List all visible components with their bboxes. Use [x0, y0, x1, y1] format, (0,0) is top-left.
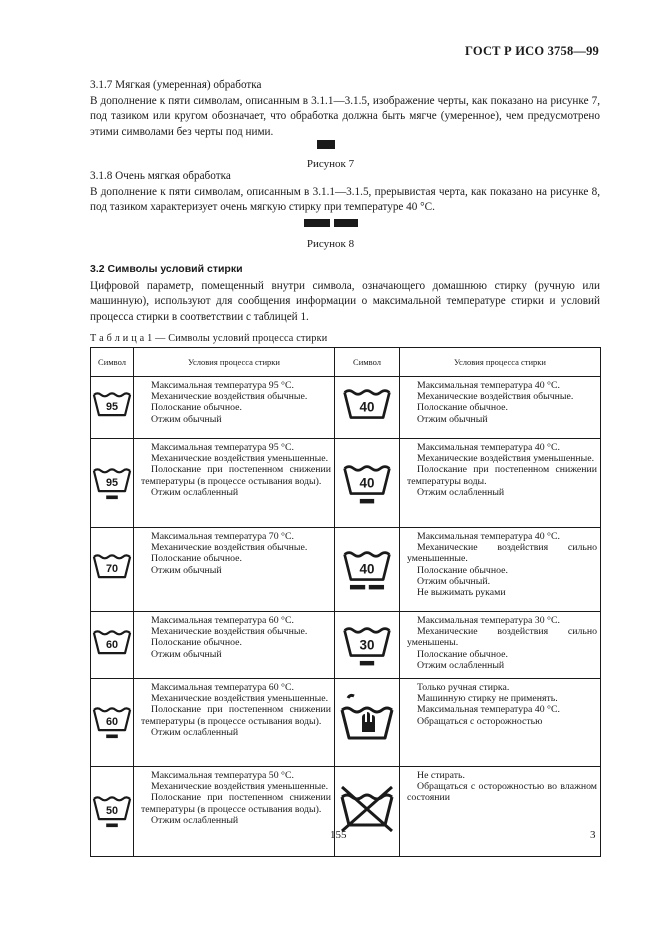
- wash-symbols-table: [90, 347, 601, 857]
- temperature-label: 95: [105, 476, 119, 489]
- page-number: 155: [330, 829, 347, 841]
- section-title: 3.1.7 Мягкая (умеренная) обработка: [90, 79, 262, 91]
- condition-line: Отжим обычный: [151, 564, 222, 576]
- condition-line: Максимальная температура 60 °С.: [151, 682, 294, 693]
- column-header: Условия процесса стирки: [134, 348, 335, 377]
- condition-line: Обращаться с осторожностью во влажном состоянии: [407, 781, 597, 804]
- temperature-label: 30: [359, 636, 375, 652]
- table-header-row: [91, 348, 601, 377]
- condition-line: Машинную стирку не применять.: [417, 693, 558, 705]
- condition-line: Механические воздействия уменьшенные.: [151, 693, 329, 705]
- wash-tub-icon: [91, 453, 133, 509]
- condition-line: Отжим ослабленный: [151, 726, 239, 738]
- condition-line: Полоскание при постепенном снижении температуры (в процессе остывания воды).: [141, 464, 331, 487]
- conditions-cell: [134, 612, 335, 679]
- condition-line: Максимальная температура 40 °С.: [417, 380, 560, 391]
- wash-tub-icon: [341, 615, 393, 671]
- condition-line: Отжим ослабленный: [151, 486, 239, 498]
- symbol-cell: [335, 679, 400, 767]
- dash-line-icon: [317, 140, 335, 149]
- gentle-bar: [106, 734, 118, 738]
- table-row: [91, 377, 601, 439]
- gentle-bar: [106, 823, 118, 827]
- wash-tub-icon: [91, 692, 133, 748]
- section-title: 3.1.8 Очень мягкая обработка: [90, 170, 231, 182]
- condition-line: Отжим ослабленный: [417, 486, 505, 498]
- section-text: В дополнение к пяти символам, описанным в 3.1.1—3.1.5, прерывистая черта, как показано на рисунке 8, под тазиком характеризует очень мягкую стирку при температуре 40 °С.: [90, 185, 600, 213]
- wash-tub-icon: [341, 377, 393, 433]
- temperature-label: 40: [359, 399, 375, 415]
- condition-line: Не выжимать руками: [417, 587, 506, 599]
- condition-line: Отжим обычный: [151, 413, 222, 425]
- condition-line: Полоскание обычное.: [151, 402, 242, 414]
- symbol-cell: [91, 377, 134, 439]
- conditions-cell: [134, 528, 335, 612]
- section-text: В дополнение к пяти символам, описанным в 3.1.1—3.1.5, изображение черты, как показано на рисунке 7, под тазиком или кругом обозначает, что обработка должна быть мягче (умеренное), чем предусмотрено этими символами без черты под ними.: [90, 94, 600, 138]
- condition-line: Полоскание при постепенном снижении температуры (в процессе остывания воды).: [141, 792, 331, 815]
- condition-line: Отжим обычный: [417, 413, 488, 425]
- condition-line: Полоскание при постепенном снижении температуры (в процессе остывания воды).: [141, 704, 331, 727]
- section-3-2: [90, 262, 600, 325]
- temperature-label: 60: [105, 638, 119, 651]
- symbol-cell: [335, 528, 400, 612]
- condition-line: Только ручная стирка.: [417, 682, 510, 693]
- condition-line: Механические воздействия уменьшенные.: [151, 781, 329, 793]
- symbol-cell: [91, 439, 134, 528]
- gentle-bar: [360, 660, 374, 664]
- column-header: Символ: [335, 348, 400, 377]
- temperature-label: 95: [105, 401, 119, 414]
- hand-wash-icon: [338, 692, 396, 748]
- column-header: Символ: [91, 348, 134, 377]
- dash-line-icon: [334, 219, 358, 227]
- conditions-cell: [400, 679, 601, 767]
- condition-line: Отжим ослабленный: [151, 814, 239, 826]
- temperature-label: 40: [359, 474, 375, 490]
- table-row: [91, 767, 601, 857]
- wash-tub-icon: [91, 781, 133, 837]
- condition-line: Отжим обычный: [151, 648, 222, 660]
- condition-line: Максимальная температура 60 °С.: [151, 615, 294, 626]
- condition-line: Отжим обычный.: [417, 575, 491, 587]
- condition-line: Максимальная температура 30 °С.: [417, 615, 560, 626]
- symbol-cell: [335, 767, 400, 857]
- condition-line: Максимальная температура 40 °С.: [417, 442, 560, 453]
- condition-line: Полоскание обычное.: [151, 637, 242, 649]
- conditions-cell: [134, 679, 335, 767]
- conditions-cell: [400, 439, 601, 528]
- condition-line: Полоскание при постепенном снижении температуры воды.: [407, 464, 597, 487]
- sheet-number: 3: [590, 829, 596, 841]
- dash-line-icon: [304, 219, 330, 227]
- section-3-1-8: [90, 169, 600, 216]
- table-row: [91, 679, 601, 767]
- condition-line: Механические воздействия уменьшенные.: [151, 453, 329, 465]
- wash-tub-icon: [341, 453, 393, 509]
- wash-tub-icon: [91, 615, 133, 671]
- temperature-label: 60: [105, 716, 119, 729]
- condition-line: Механические воздействия обычные.: [151, 391, 308, 403]
- figure-caption: Рисунок 7: [306, 158, 355, 170]
- temperature-label: 50: [105, 805, 119, 818]
- conditions-cell: [134, 439, 335, 528]
- gentle-bar: [350, 585, 365, 589]
- symbol-cell: [91, 767, 134, 857]
- condition-line: Максимальная температура 95 °С.: [151, 442, 294, 453]
- condition-line: Максимальная температура 40 °С.: [417, 531, 560, 542]
- gentle-bar: [369, 585, 384, 589]
- conditions-cell: [400, 612, 601, 679]
- column-header: Условия процесса стирки: [400, 348, 601, 377]
- wash-tub-icon: [91, 377, 133, 433]
- conditions-cell: [400, 528, 601, 612]
- condition-line: Не стирать.: [417, 770, 465, 781]
- symbol-cell: [335, 439, 400, 528]
- condition-line: Отжим ослабленный: [417, 659, 505, 671]
- table-row: [91, 612, 601, 679]
- table-caption: Т а б л и ц а 1 — Символы условий процесса стирки: [90, 333, 328, 344]
- symbol-cell: [91, 612, 134, 679]
- condition-line: Механические воздействия обычные.: [151, 626, 308, 638]
- table-row: [91, 439, 601, 528]
- condition-line: Механические воздействия обычные.: [417, 391, 574, 403]
- document-header: ГОСТ Р ИСО 3758—99: [465, 44, 599, 58]
- table-row: [91, 528, 601, 612]
- condition-line: Механические воздействия сильно уменьшены.: [407, 626, 597, 649]
- condition-line: Полоскание обычное.: [151, 553, 242, 565]
- condition-line: Полоскание обычное.: [417, 564, 508, 576]
- temperature-label: 70: [105, 563, 119, 576]
- wash-tub-icon: [91, 539, 133, 595]
- symbol-cell: [335, 377, 400, 439]
- gentle-bar: [360, 498, 374, 502]
- gentle-bar: [106, 495, 118, 499]
- figure-caption: Рисунок 8: [306, 238, 355, 250]
- section-3-1-7: [90, 78, 600, 140]
- condition-line: Полоскание обычное.: [417, 402, 508, 414]
- condition-line: Максимальная температура 95 °С.: [151, 380, 294, 391]
- conditions-cell: [134, 377, 335, 439]
- temperature-label: 40: [359, 561, 375, 577]
- condition-line: Обращаться с осторожностью: [417, 715, 543, 727]
- condition-line: Максимальная температура 50 °С.: [151, 770, 294, 781]
- symbol-cell: [91, 528, 134, 612]
- condition-line: Механические воздействия сильно уменьшенные.: [407, 542, 597, 565]
- condition-line: Полоскание обычное.: [417, 648, 508, 660]
- condition-line: Механические воздействия уменьшенные.: [417, 453, 595, 465]
- conditions-cell: [400, 767, 601, 857]
- conditions-cell: [400, 377, 601, 439]
- wash-tub-icon: [341, 539, 393, 595]
- symbol-cell: [91, 679, 134, 767]
- condition-line: Максимальная температура 40 °С.: [417, 704, 560, 716]
- symbol-cell: [335, 612, 400, 679]
- condition-line: Максимальная температура 70 °С.: [151, 531, 294, 542]
- section-title: 3.2 Символы условий стирки: [90, 263, 243, 275]
- conditions-cell: [134, 767, 335, 857]
- condition-line: Механические воздействия обычные.: [151, 542, 308, 554]
- section-text: Цифровой параметр, помещенный внутри символа, означающего домашнюю стирку (ручную или машинную), используют для сообщения информации о максимальной температуре стирки и условий процесса стирки в соответствии с таблицей 1.: [90, 279, 600, 323]
